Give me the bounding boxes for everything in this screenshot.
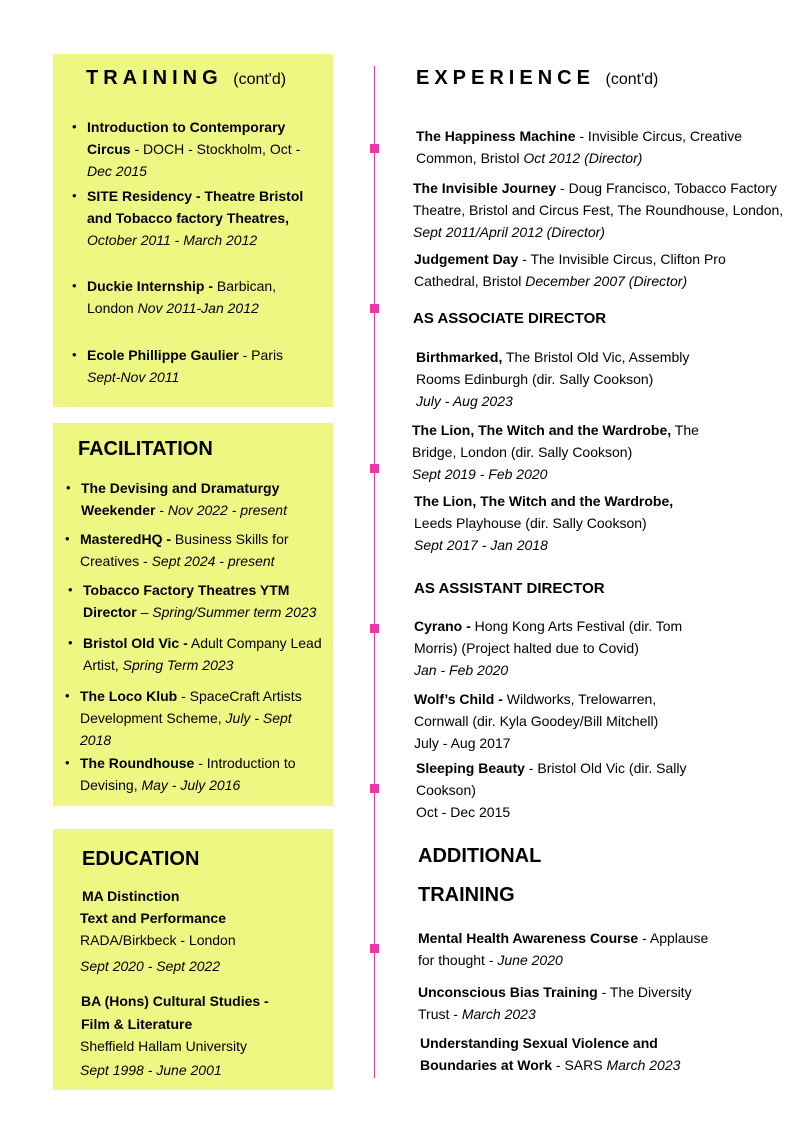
- education-heading: EDUCATION: [82, 848, 200, 870]
- education-panel: [53, 829, 333, 1090]
- facilitation-heading: FACILITATION: [78, 438, 213, 460]
- experience-entry: The Lion, The Witch and the Wardrobe, Leeds Playhouse (dir. Sally Cookson) Sept 2017 - Jan 2018: [414, 493, 674, 553]
- timeline-marker: [370, 944, 379, 953]
- experience-entry: Sleeping Beauty - Bristol Old Vic (dir. Sally Cookson) Oct - Dec 2015: [416, 760, 687, 820]
- experience-entry: Cyrano - Hong Kong Arts Festival (dir. Tom Morris) (Project halted due to Covid) Jan - Feb 2020: [414, 618, 683, 678]
- additional-training-entry: Unconscious Bias Training - The Diversity Trust - March 2023: [418, 984, 692, 1022]
- additional-training-entry: Mental Health Awareness Course - Applause for thought - June 2020: [418, 930, 709, 968]
- list-item: • MasteredHQ - Business Skills for Creatives - Sept 2024 - present: [80, 528, 305, 572]
- experience-entry: Judgement Day - The Invisible Circus, Clifton Pro Cathedral, Bristol December 2007 (Director): [414, 251, 726, 289]
- training-panel: [53, 54, 333, 407]
- education-ba-degree: BA (Hons) Cultural Studies -: [81, 993, 269, 1009]
- list-item: • Duckie Internship - Barbican, London Nov 2011-Jan 2012: [87, 275, 287, 319]
- timeline-marker: [370, 784, 379, 793]
- timeline-line: [374, 66, 375, 1078]
- list-item: • The Loco Klub - SpaceCraft Artists Development Scheme, July - Sept 2018: [80, 685, 310, 751]
- experience-entry: The Happiness Machine - Invisible Circus, Creative Common, Bristol Oct 2012 (Director): [416, 128, 742, 166]
- additional-training-heading: ADDITIONAL TRAINING: [418, 845, 542, 906]
- list-item: • Tobacco Factory Theatres YTM Director – Spring/Summer term 2023: [83, 579, 328, 623]
- additional-training-entry: Understanding Sexual Violence and Boundaries at Work - SARS March 2023: [420, 1035, 681, 1073]
- list-item: • The Devising and Dramaturgy Weekender - Nov 2022 - present: [81, 477, 301, 521]
- list-item: • Ecole Phillippe Gaulier - Paris Sept-Nov 2011: [87, 344, 292, 388]
- list-item: • SITE Residency - Theatre Bristol and Tobacco factory Theatres, October 2011 - March 2012: [87, 185, 312, 251]
- experience-heading: EXPERIENCE (cont'd): [416, 67, 659, 89]
- education-ma-dates: Sept 2020 - Sept 2022: [80, 958, 221, 974]
- experience-entry: The Invisible Journey - Doug Francisco, Tobacco Factory Theatre, Bristol and Circus Fest, The Roundhouse, London, Sept 2011/April 2012 (Director): [413, 180, 784, 240]
- education-ba-subject: Film & Literature: [81, 1016, 193, 1032]
- education-ba-institution: Sheffield Hallam University: [80, 1038, 248, 1054]
- timeline-marker: [370, 624, 379, 633]
- experience-entry: The Lion, The Witch and the Wardrobe, The Bridge, London (dir. Sally Cookson) Sept 2019 - Feb 2020: [412, 422, 699, 482]
- list-item: • Bristol Old Vic - Adult Company Lead Artist, Spring Term 2023: [83, 632, 328, 676]
- timeline-marker: [370, 304, 379, 313]
- timeline-marker: [370, 144, 379, 153]
- experience-entry: Birthmarked, The Bristol Old Vic, Assembly Rooms Edinburgh (dir. Sally Cookson) July - Aug 2023: [416, 349, 690, 409]
- list-item: • The Roundhouse - Introduction to Devising, May - July 2016: [80, 752, 310, 796]
- facilitation-panel: [53, 423, 333, 806]
- education-ma-institution: RADA/Birkbeck - London: [80, 932, 236, 948]
- education-ba-dates: Sept 1998 - June 2001: [80, 1062, 222, 1078]
- assistant-director-heading: AS ASSISTANT DIRECTOR: [414, 580, 605, 597]
- experience-entry: Wolf’s Child - Wildworks, Trelowarren, Cornwall (dir. Kyla Goodey/Bill Mitchell) July - Aug 2017: [414, 691, 659, 751]
- list-item: • Introduction to Contemporary Circus - DOCH - Stockholm, Oct -Dec 2015: [87, 116, 302, 182]
- associate-director-heading: AS ASSOCIATE DIRECTOR: [413, 310, 607, 327]
- education-ma-degree: MA Distinction: [82, 888, 180, 904]
- training-heading: TRAINING (cont'd): [86, 67, 287, 89]
- education-ma-subject: Text and Performance: [80, 910, 227, 926]
- timeline-marker: [370, 464, 379, 473]
